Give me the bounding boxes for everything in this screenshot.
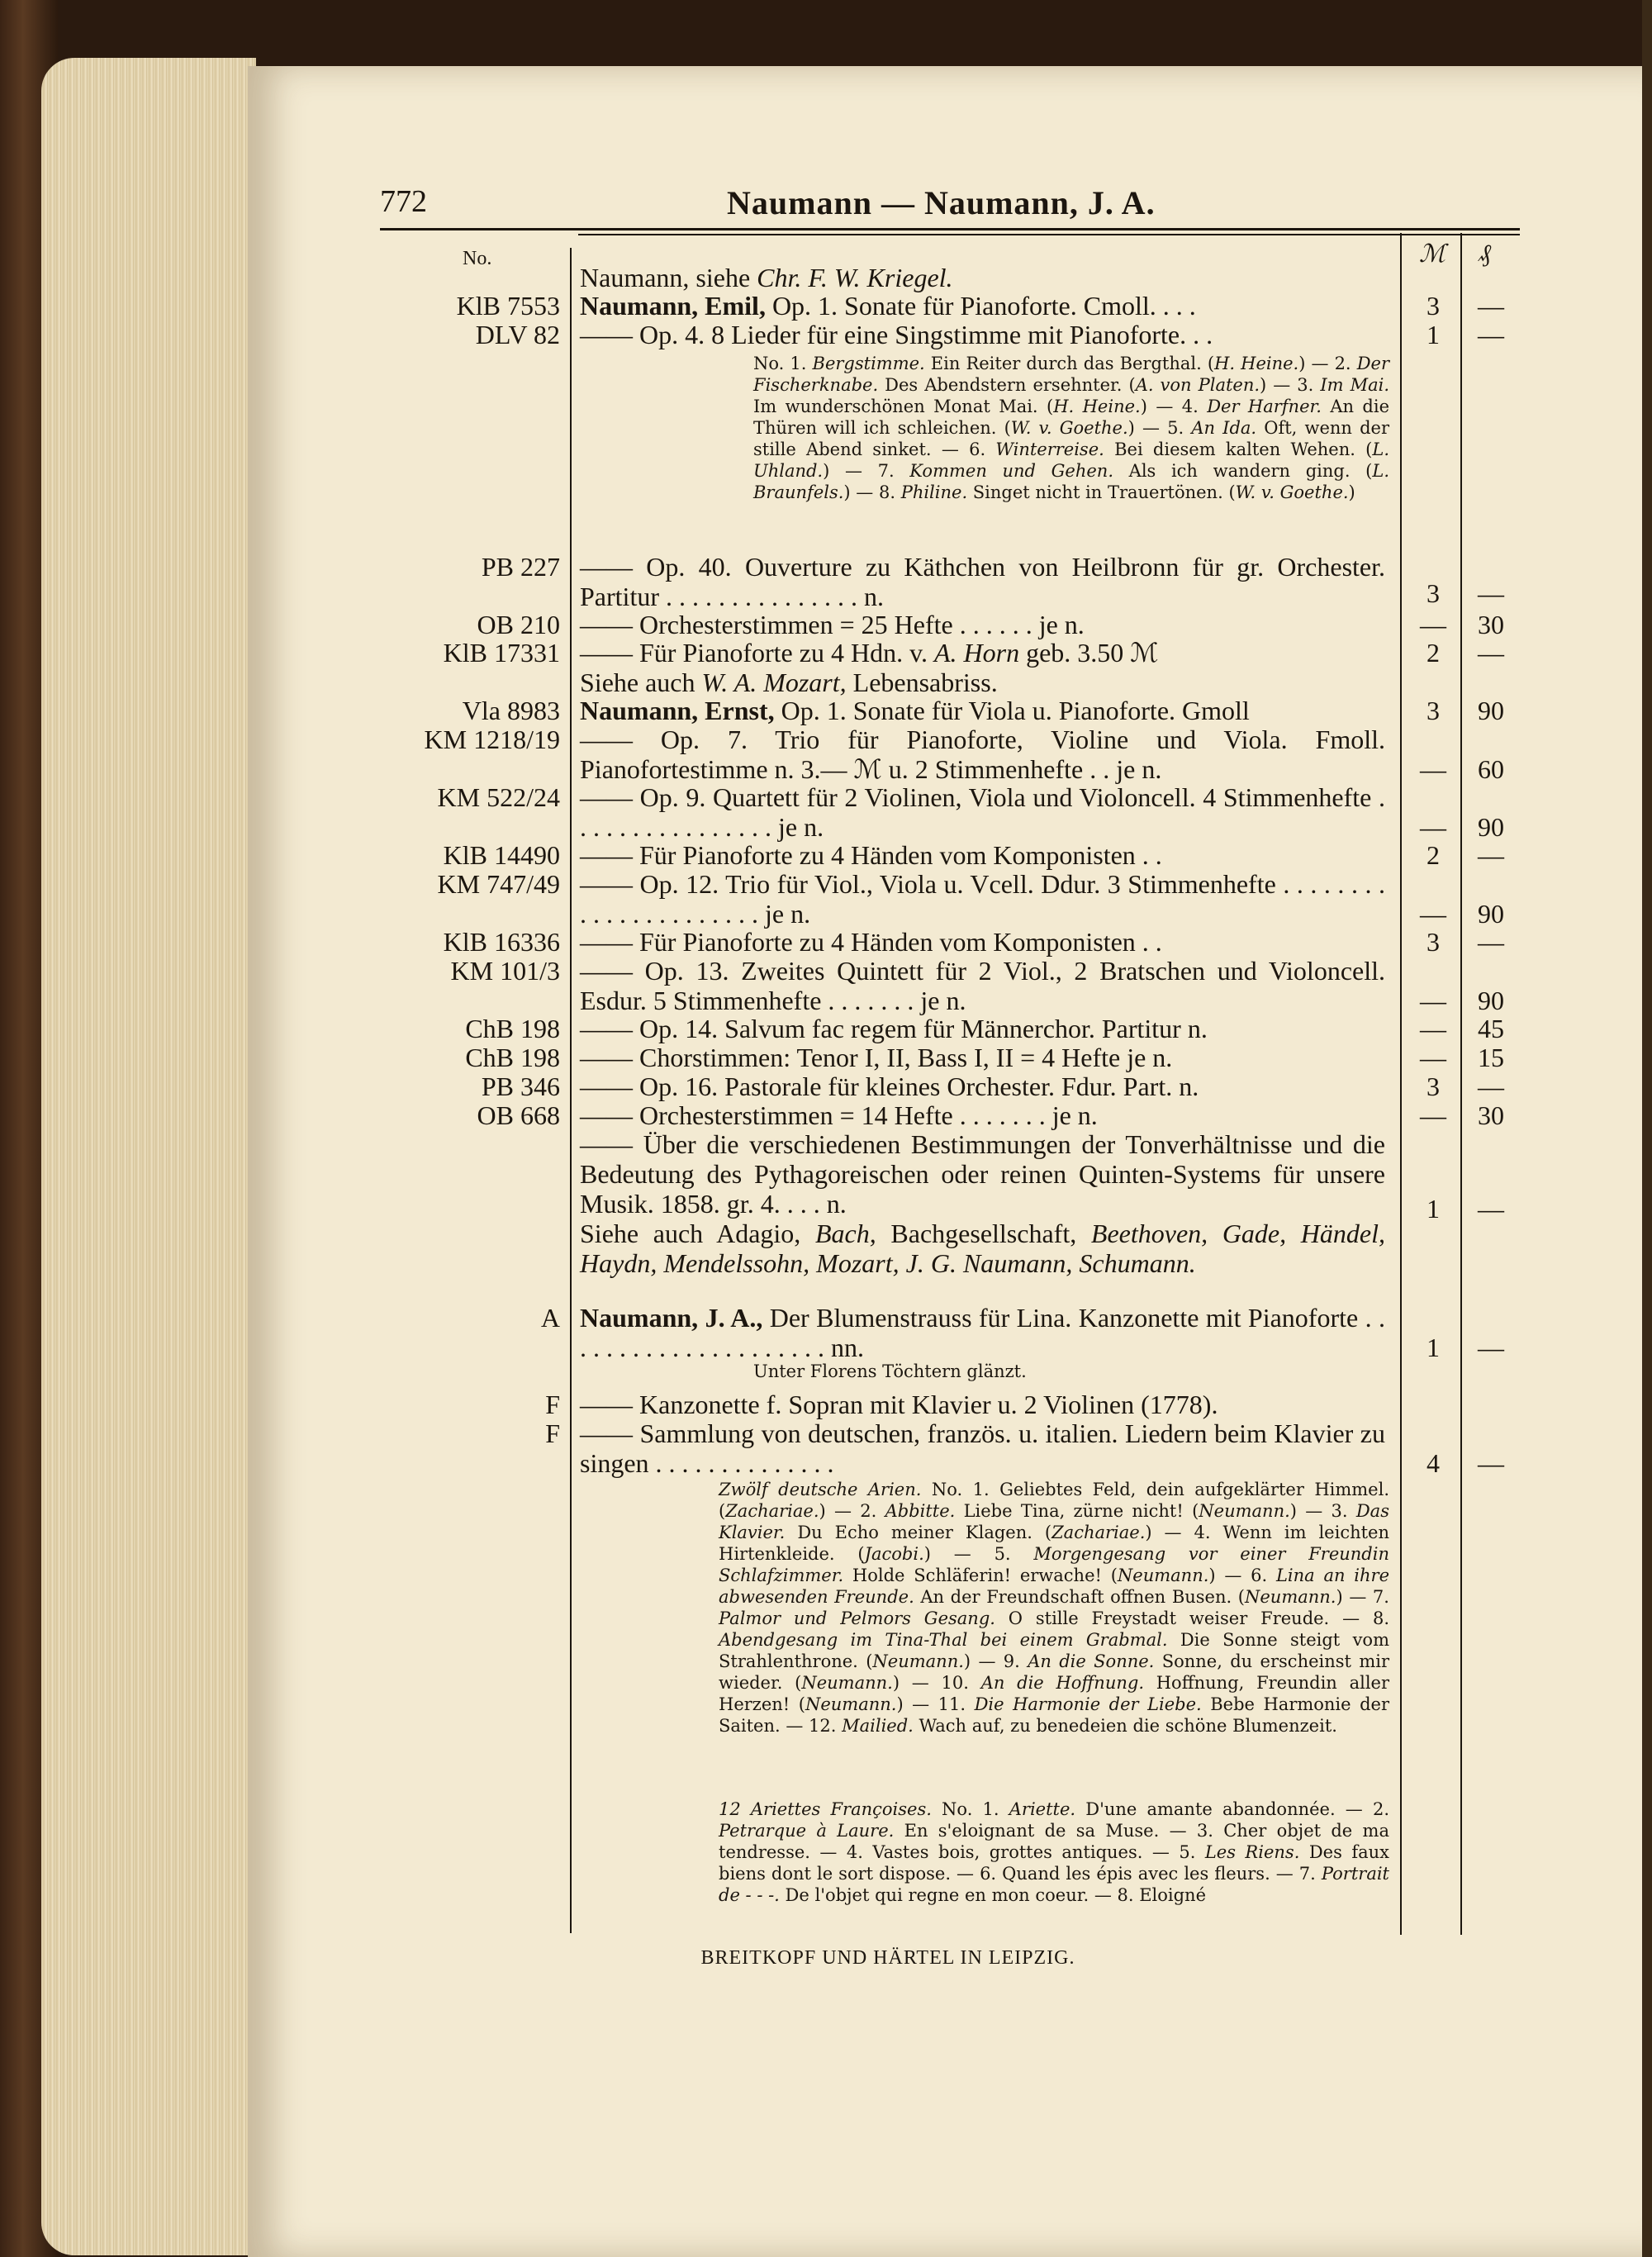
price-pfennig: 90 (1478, 812, 1504, 842)
price-pfennig: 60 (1478, 754, 1504, 784)
price-mark: 3 (1427, 291, 1440, 321)
catalog-number: KM 522/24 (437, 782, 560, 812)
contents-note: No. 1. Bergstimme. Ein Reiter durch das Bergthal. (H. Heine.) — 2. Der Fischerknabe. Des Abendstern ersehnter. (A. von Platen.) — 3. Im Mai. Im wunderschönen Monat Mai. (H. Heine.) — 4. Der Harfner. An die Thüren will ich schleichen. (W. v. Goethe.) — 5. An Ida. Oft, wenn der stille Abend sinket. — 6. Winterreise. Bei diesem kalten Wehen. (L. Uhland.) — 7. Kommen und Gehen. Als ich wandern ging. (L. Braunfels.) — 8. Philine. Singet nicht in Trauertönen. (W. v. Goethe.) (753, 354, 1390, 502)
price-mark: — (1420, 610, 1446, 639)
column-rule-price (1400, 233, 1402, 1935)
price-pfennig: — (1478, 1071, 1504, 1101)
catalog-number: F (545, 1418, 560, 1448)
catalog-number: PB 346 (481, 1071, 560, 1101)
entry-description: —— Für Pianoforte zu 4 Hdn. v. A. Horn geb. 3.50 ℳ Siehe auch W. A. Mozart, Lebensabriss. (580, 638, 1159, 697)
catalog-number: A (540, 1303, 560, 1333)
price-pfennig: — (1478, 927, 1504, 957)
entry-description: —— Orchesterstimmen = 25 Hefte . . . . . . je n. (580, 610, 1085, 639)
price-mark: — (1420, 899, 1446, 929)
price-pfennig: — (1478, 578, 1504, 608)
contents-note: 12 Ariettes Françoises. No. 1. Ariette. D'une amante abandonnée. — 2. Petrarque à Laure. En s'eloignant de sa Muse. — 3. Cher objet de ma tendresse. — 4. Vastes bois, grottes antiques. — 5. Les Riens. Des faux biens dont le sort dispose. — 6. Quand les épis avec les fleurs. — 7. Portrait de - - -. De l'objet qui regne en mon coeur. — 8. Eloigné (719, 1799, 1389, 1905)
price-mark: 3 (1427, 1071, 1440, 1101)
page-number: 772 (380, 184, 427, 219)
publisher-footer: BREITKOPF UND HÄRTEL IN LEIPZIG. (700, 1947, 1075, 1969)
price-mark: 1 (1427, 1194, 1440, 1224)
entry-description: —— Op. 40. Ouverture zu Käthchen von Heilbronn für gr. Orchester. Partitur . . . . . . . . . . . . . . . n. (580, 552, 1385, 611)
catalog-number: PB 227 (481, 552, 560, 582)
price-pfennig: 90 (1478, 696, 1504, 725)
running-header (380, 183, 1520, 225)
catalog-number: KlB 14490 (443, 840, 560, 870)
entry-description: —— Chorstimmen: Tenor I, II, Bass I, II = 4 Hefte je n. (580, 1043, 1173, 1072)
header-rule (380, 228, 1520, 230)
price-mark: 1 (1427, 1333, 1440, 1362)
price-pfennig: — (1478, 1333, 1504, 1362)
price-pfennig: — (1478, 291, 1504, 321)
catalog-number: DLV 82 (475, 320, 560, 349)
entry-description: —— Sammlung von deutschen, französ. u. italien. Liedern beim Klavier zu singen . . . . . . . . . . . . . . (580, 1418, 1385, 1478)
price-mark: 1 (1427, 320, 1440, 349)
entry-description: Naumann, J. A., Der Blumenstrauss für Lina. Kanzonette mit Pianoforte . . . . . . . . . . . . . . . . . . . . . nn. (580, 1303, 1385, 1362)
catalog-number: ChB 198 (465, 1014, 560, 1043)
page-title: Naumann — Naumann, J. A. (727, 184, 1156, 221)
entry-description: —— Op. 13. Zweites Quintett für 2 Viol., 2 Bratschen und Violoncell. Esdur. 5 Stimmenhefte . . . . . . . je n. (580, 956, 1385, 1015)
catalog-number: KM 1218/19 (424, 725, 560, 754)
price-pfennig: 30 (1478, 1100, 1504, 1130)
price-mark: — (1420, 1100, 1446, 1130)
entry-description: —— Op. 7. Trio für Pianoforte, Violine und Viola. Fmoll. Pianofortestimme n. 3.— ℳ u. 2 Stimmenhefte . . je n. (580, 725, 1385, 784)
price-mark: 4 (1427, 1448, 1440, 1478)
price-mark: — (1420, 754, 1446, 784)
price-mark: 3 (1427, 927, 1440, 957)
entry-description: —— Über die verschiedenen Bestimmungen der Tonverhältnisse und die Bedeutung des Pythagoreischen oder reinen Quinten-Systems für unsere Musik. 1858. gr. 4. . . . n. Siehe auch Adagio, Bach, Bachgesellschaft, Beethoven, Gade, Händel, Haydn, Mendelssohn, Mozart, J. G. Naumann, Schumann. (580, 1129, 1386, 1278)
page-edges (41, 58, 256, 2255)
catalog-number: KlB 16336 (443, 927, 560, 957)
contents-note: Zwölf deutsche Arien. No. 1. Geliebtes Feld, dein aufgeklärter Himmel. (Zachariae.) — 2. Abbitte. Liebe Tina, zürne nicht! (Neumann.) — 3. Das Klavier. Du Echo meiner Klagen. (Zachariae.) — 4. Wenn im leichten Hirtenkleide. (Jacobi.) — 5. Morgengesang vor einer Freundin Schlafzimmer. Holde Schläferin! erwache! (Neumann.) — 6. Lina an ihre abwesenden Freunde. An der Freundschaft offnen Busen. (Neumann.) — 7. Palmor und Pelmors Gesang. O stille Freystadt weiser Freude. — 8. Abendgesang im Tina-Thal bei einem Grabmal. Die Sonne steigt vom Strahlenthrone. (Neumann.) — 9. An die Sonne. Sonne, du erscheinst mir wieder. (Neumann.) — 10. An die Hoffnung. Hoffnung, Freundin aller Herzen! (Neumann.) — 11. Die Harmonie der Liebe. Bebe Harmonie der Saiten. — 12. Mailied. Wach auf, zu benedeien die schöne Blumenzeit. (719, 1480, 1390, 1736)
entry-description: Naumann, Emil, Op. 1. Sonate für Pianoforte. Cmoll. . . . (580, 291, 1196, 321)
right-book-edge (1642, 0, 1652, 2257)
header-rule-thin (578, 234, 1520, 235)
price-pfennig: 30 (1478, 610, 1504, 639)
entry-description: —— Orchesterstimmen = 14 Hefte . . . . . . . je n. (580, 1100, 1098, 1130)
entry-description: Naumann, siehe Chr. F. W. Kriegel. (580, 263, 953, 292)
entry-description: —— Op. 12. Trio für Viol., Viola u. Vcell. Ddur. 3 Stimmenhefte . . . . . . . . . . . . . . . . . . . . . . je n. (580, 869, 1385, 929)
catalog-number: F (545, 1390, 560, 1419)
column-rule-mark (1460, 233, 1462, 1935)
price-pfennig: 45 (1478, 1014, 1504, 1043)
contents-note: Unter Florens Töchtern glänzt. (753, 1361, 1027, 1381)
catalog-number-heading: No. (463, 248, 492, 269)
price-mark: — (1420, 1014, 1446, 1043)
entry-description: Naumann, Ernst, Op. 1. Sonate für Viola u. Pianoforte. Gmoll (580, 696, 1250, 725)
price-mark: 2 (1427, 840, 1440, 870)
price-mark: 2 (1427, 638, 1440, 668)
price-pfennig: — (1478, 638, 1504, 668)
catalog-number: Vla 8983 (462, 696, 560, 725)
entry-description: —— Op. 16. Pastorale für kleines Orchester. Fdur. Part. n. (580, 1071, 1199, 1101)
price-pfennig: 90 (1478, 986, 1504, 1015)
entry-description: —— Für Pianoforte zu 4 Händen vom Komponisten . . (580, 840, 1162, 870)
catalog-number: KM 747/49 (437, 869, 560, 899)
catalog-number: KlB 17331 (443, 638, 560, 668)
catalog-number: OB 668 (477, 1100, 560, 1130)
price-mark: — (1420, 986, 1446, 1015)
entry-description: —— Op. 4. 8 Lieder für eine Singstimme mit Pianoforte. . . (580, 320, 1213, 349)
price-pfennig: — (1478, 1194, 1504, 1224)
price-mark: — (1420, 812, 1446, 842)
price-pfennig: — (1478, 320, 1504, 349)
catalog-number: KlB 7553 (456, 291, 560, 321)
entry-description: —— Für Pianoforte zu 4 Händen vom Komponisten . . (580, 927, 1162, 957)
price-pfennig: 90 (1478, 899, 1504, 929)
catalog-number: ChB 198 (465, 1043, 560, 1072)
price-pfennig: — (1478, 1448, 1504, 1478)
price-mark: 3 (1427, 696, 1440, 725)
catalog-number: KM 101/3 (450, 956, 560, 986)
pfennig-column-heading: ₰ (1479, 240, 1491, 267)
price-mark: — (1420, 1043, 1446, 1072)
price-pfennig: — (1478, 840, 1504, 870)
column-rule-left (570, 248, 572, 1933)
entry-description: —— Op. 14. Salvum fac regem für Männerchor. Partitur n. (580, 1014, 1208, 1043)
price-pfennig: 15 (1478, 1043, 1504, 1072)
price-mark: 3 (1427, 578, 1440, 608)
mark-column-heading: ℳ (1419, 240, 1446, 268)
entry-description: —— Op. 9. Quartett für 2 Violinen, Viola und Violoncell. 4 Stimmenhefte . . . . . . . . . . . . . . . . je n. (580, 782, 1385, 842)
entry-description: —— Kanzonette f. Sopran mit Klavier u. 2 Violinen (1778). (580, 1390, 1218, 1419)
catalog-number: OB 210 (477, 610, 560, 639)
